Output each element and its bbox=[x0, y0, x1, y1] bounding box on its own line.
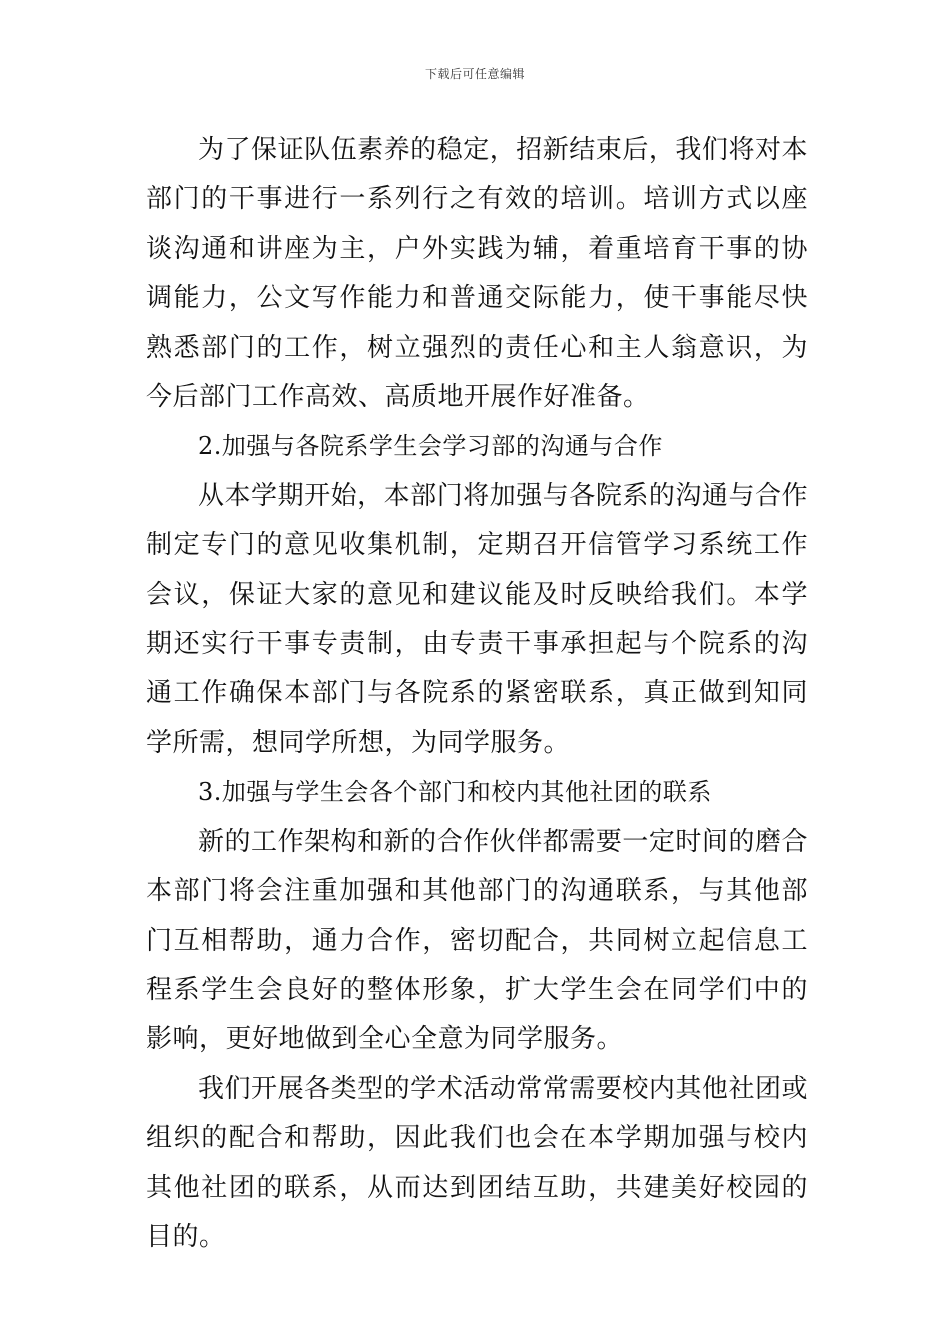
paragraph-cooperation: 新的工作架构和新的合作伙伴都需要一定时间的磨合本部门将会注重加强和其他部门的沟通联系，与其他部门互相帮助，通力合作，密切配合，共同树立起信息工程系学生会良好的整体形象，扩大学生会在同学们中的影响，更好地做到全心全意为同学服务。 bbox=[146, 826, 808, 1055]
section-heading-2: 2.加强与各院系学生会学习部的沟通与合作 bbox=[198, 432, 663, 461]
document-body bbox=[146, 126, 808, 1262]
paragraph-department-communication: 从本学期开始，本部门将加强与各院系的沟通与合作制定专门的意见收集机制，定期召开信管学习系统工作会议，保证大家的意见和建议能及时反映给我们。本学期还实行干事专责制，由专责干事承担起与个院系的沟通工作确保本部门与各院系的紧密联系，真正做到知同学所需，想同学所想，为同学服务。 bbox=[146, 480, 808, 758]
paragraph-clubs: 我们开展各类型的学术活动常常需要校内其他社团或组织的配合和帮助，因此我们也会在本学期加强与校内其他社团的联系，从而达到团结互助，共建美好校园的目的。 bbox=[146, 1073, 808, 1252]
section-heading-3: 3.加强与学生会各个部门和校内其他社团的联系 bbox=[198, 778, 712, 807]
page-header: 下载后可任意编辑 bbox=[424, 67, 525, 81]
paragraph-training: 为了保证队伍素养的稳定，招新结束后，我们将对本部门的干事进行一系列行之有效的培训。培训方式以座谈沟通和讲座为主，户外实践为辅，着重培育干事的协调能力，公文写作能力和普通交际能力，使干事能尽快熟悉部门的工作，树立强烈的责任心和主人翁意识，为今后部门工作高效、高质地开展作好准备。 bbox=[146, 135, 808, 413]
